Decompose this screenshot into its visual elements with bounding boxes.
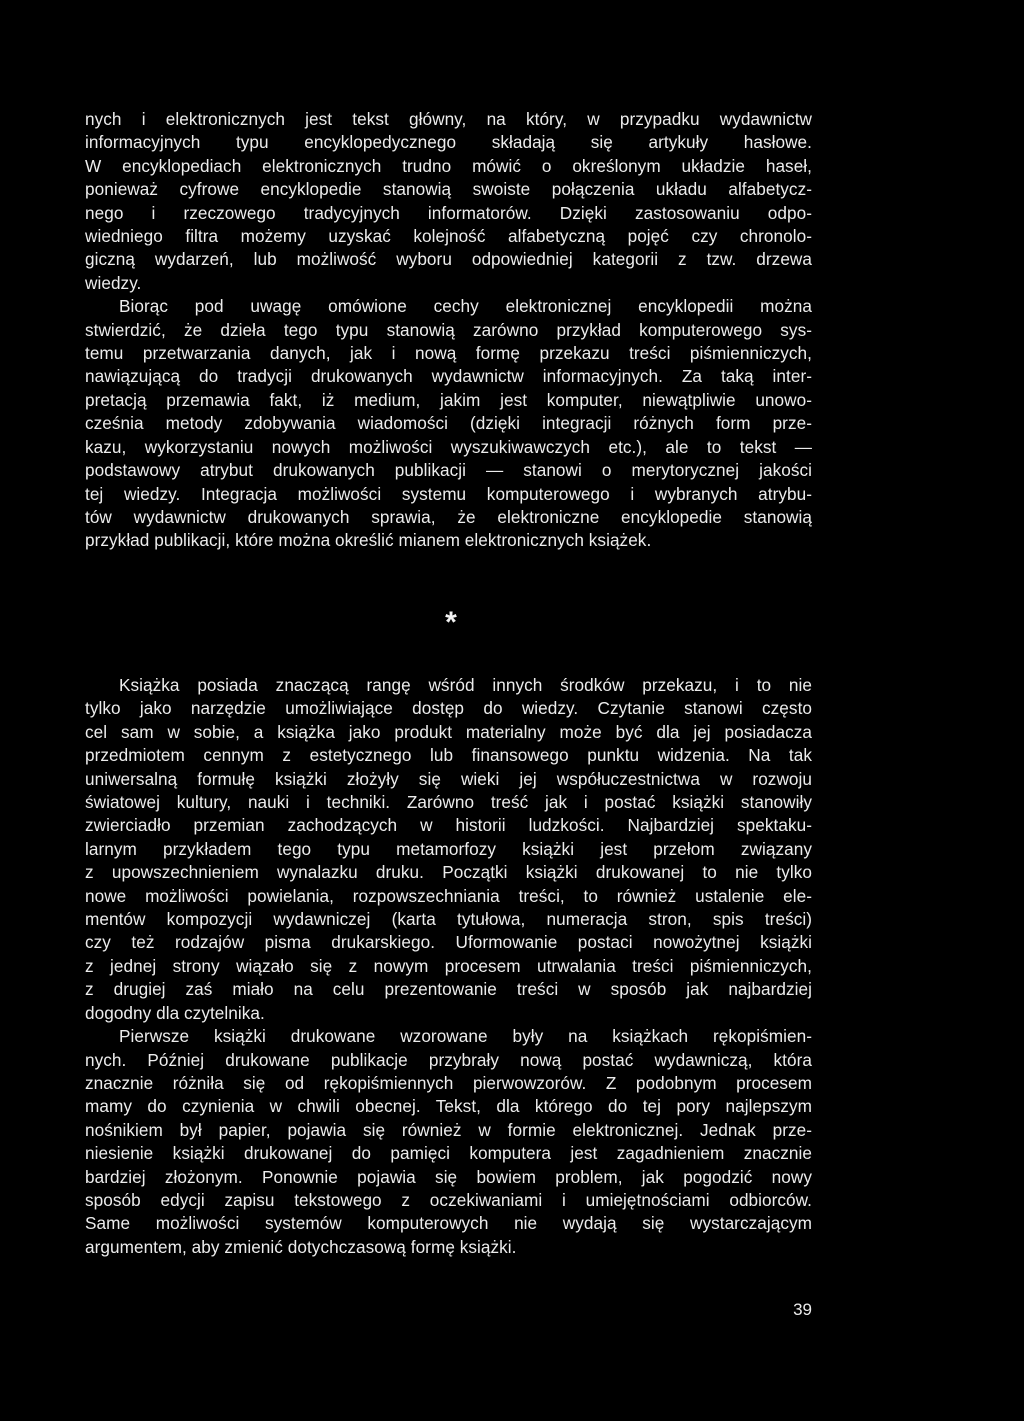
text-line: dogodny dla czytelnika. [85,1002,265,1023]
text-line: cześnia metody zdobywania wiadomości (dzięki integracji różnych form prze- [85,413,812,434]
text-line: podstawowy atrybut drukowanych publikacji — stanowi o merytorycznej jakości [85,460,812,481]
text-line: nych. Później drukowane publikacje przybrały nową postać wydawniczą, która [85,1049,812,1070]
text-block-lower [85,674,812,1259]
text-line: niesienie książki drukowanej do pamięci komputera jest zagadnieniem znacznie [85,1143,812,1164]
text-line: argumentem, aby zmienić dotychczasową formę książki. [85,1236,517,1257]
text-line: Pierwsze książki drukowane wzorowane były na książkach rękopiśmien- [119,1026,812,1047]
text-line: wiedniego filtra możemy uzyskać kolejność alfabetyczną pojęć czy chronolo- [85,226,812,247]
text-line: cel sam w sobie, a książka jako produkt materialny może być dla jej posiadacza [85,721,812,742]
text-line: przykład publikacji, które można określić mianem elektronicznych książek. [85,530,652,551]
text-line: ponieważ cyfrowe encyklopedie stanowią swoiste połączenia układu alfabetycz- [85,179,812,200]
text-line: informacyjnych typu encyklopedycznego składają się artykuły hasłowe. [85,132,812,153]
text-line: znacznie różniła się od rękopiśmiennych pierwowzorów. Z podobnym procesem [85,1072,812,1093]
text-line: uniwersalną formułę książki złożyły się wieki jej współuczestnictwa w rozwoju [85,768,812,789]
text-line: Biorąc pod uwagę omówione cechy elektronicznej encyklopedii można [119,296,812,317]
text-line: bardziej złożonym. Ponownie pojawia się bowiem problem, jak pogodzić nowy [85,1166,812,1187]
text-line: z jednej strony wiązało się z nowym procesem utrwalania treści piśmienniczych, [85,955,812,976]
text-line: z upowszechnieniem wynalazku druku. Początki książki drukowanej to nie tylko [85,862,812,883]
text-line: mamy do czynienia w chwili obecnej. Tekst, dla którego do tej pory najlepszym [85,1096,812,1117]
text-line: nego i rzeczowego tradycyjnych informatorów. Dzięki zastosowaniu odpo- [85,202,812,223]
text-line: tów wydawnictw drukowanych sprawia, że elektroniczne encyklopedie stanowią [85,506,812,527]
text-line: nych i elektronicznych jest tekst główny, na który, w przypadku wydawnictw [85,109,812,129]
text-line: światowej kultury, nauki i techniki. Zarówno treść jak i postać książki stanowiły [85,792,812,813]
text-line: temu przetwarzania danych, jak i nową formę przekazu treści piśmienniczych, [85,343,812,364]
text-line: nośnikiem był papier, pojawia się również w formie elektronicznej. Jednak prze- [85,1119,812,1140]
text-line: giczną wydarzeń, lub możliwość wyboru odpowiedniej kategorii z tzw. drzewa [85,249,812,270]
text-line: przedmiotem cennym z estetycznego lub finansowego punktu widzenia. Na tak [85,745,812,766]
text-line: Same możliwości systemów komputerowych nie wydają się wystarczającym [85,1213,812,1234]
text-line: kazu, wykorzystaniu nowych możliwości wyszukiwawczych etc.), ale to tekst — [85,436,812,457]
text-line: z drugiej zaś miało na celu prezentowanie treści w sposób jak najbardziej [85,979,812,1000]
text-line: mentów kompozycji wydawniczej (karta tytułowa, numeracja stron, spis treści) [85,909,812,930]
section-separator-asterisk: * [445,606,457,639]
text-line: tej wiedzy. Integracja możliwości systemu komputerowego i wybranych atrybu- [85,483,812,504]
text-line: tylko jako narzędzie umożliwiające dostęp do wiedzy. Czytanie stanowi często [85,698,812,719]
text-line: stwierdzić, że dzieła tego typu stanowią zarówno przykład komputerowego sys- [85,319,812,340]
text-line: Książka posiada znaczącą rangę wśród innych środków przekazu, i to nie [119,675,812,695]
text-line: W encyklopediach elektronicznych trudno mówić o określonym układzie haseł, [85,155,812,176]
text-line: nawiązującą do tradycji drukowanych wydawnictw informacyjnych. Za taką inter- [85,366,812,387]
text-line: czy też rodzajów pisma drukarskiego. Uformowanie postaci nowożytnej książki [85,932,812,953]
text-line: larnym przykładem tego typu metamorfozy książki jest przełom związany [85,838,812,859]
text-line: zwierciadło przemian zachodzących w historii ludzkości. Najbardziej spektaku- [85,815,812,836]
text-line: sposób edycji zapisu tekstowego z oczekiwaniami i umiejętnościami odbiorców. [85,1189,812,1210]
text-block-upper [85,108,812,553]
text-line: pretacją przemawia fakt, iż medium, jakim jest komputer, niewątpliwie unowo- [85,389,812,410]
text-line: nowe możliwości powielania, rozpowszechniania treści, to również ustalenie ele- [85,885,812,906]
page-number: 39 [793,1300,812,1319]
text-line: wiedzy. [85,272,142,293]
